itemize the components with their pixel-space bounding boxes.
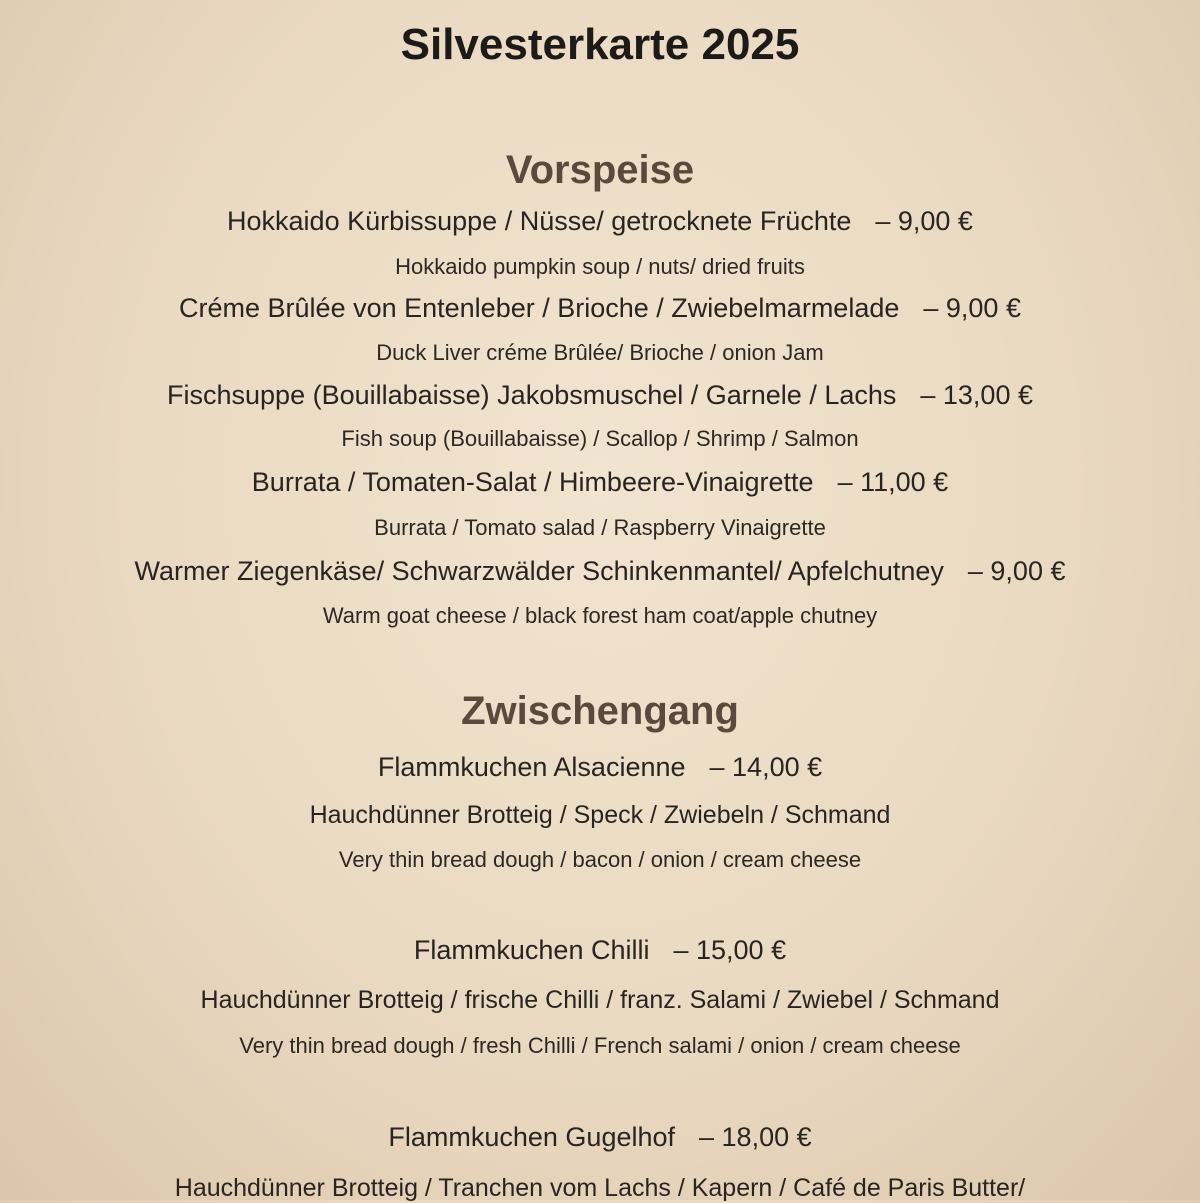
dish-name: Warmer Ziegenkäse/ Schwarzwälder Schinkenmantel/ Apfelchutney	[134, 556, 944, 586]
dish-translation: Fish soup (Bouillabaisse) / Scallop / Shrimp / Salmon	[341, 426, 859, 451]
dish-price: – 14,00 €	[709, 752, 823, 782]
dish-translation: Warm goat cheese / black forest ham coat/apple chutney	[322, 603, 878, 628]
dish-name: Flammkuchen Gugelhof	[388, 1122, 676, 1152]
dish-description: Hauchdünner Brotteig / Tranchen vom Lachs / Kapern / Café de Paris Butter/	[174, 1174, 1026, 1202]
dish-name: Flammkuchen Chilli	[413, 935, 650, 965]
dish-name: Hokkaido Kürbissuppe / Nüsse/ getrocknete Früchte	[227, 206, 852, 236]
dish-line	[0, 752, 1200, 783]
dish-price: – 15,00 €	[673, 935, 787, 965]
dish-line	[0, 293, 1200, 324]
dish-line	[0, 206, 1200, 237]
dish-price: – 9,00 €	[967, 556, 1066, 586]
dish-price: – 9,00 €	[875, 206, 973, 236]
dish-name: Fischsuppe (Bouillabaisse) Jakobsmuschel / Garnele / Lachs	[167, 380, 897, 410]
dish-name: Flammkuchen Alsacienne	[377, 752, 686, 782]
dish-line	[0, 935, 1200, 966]
dish-translation: Burrata / Tomato salad / Raspberry Vinaigrette	[374, 515, 826, 540]
dish-price: – 11,00 €	[837, 467, 949, 497]
dish-description: Hauchdünner Brotteig / frische Chilli / franz. Salami / Zwiebel / Schmand	[200, 986, 1000, 1014]
dish-translation: Very thin bread dough / bacon / onion / cream cheese	[338, 847, 862, 872]
dish-price: – 9,00 €	[923, 293, 1021, 323]
dish-translation: Hokkaido pumpkin soup / nuts/ dried fruits	[395, 254, 805, 279]
dish-price: – 13,00 €	[920, 380, 1033, 410]
dish-name: Créme Brûlée von Entenleber / Brioche / Zwiebelmarmelade	[179, 293, 900, 323]
section-heading-vorspeise: Vorspeise	[505, 148, 695, 192]
dish-line	[0, 1122, 1200, 1153]
dish-description: Hauchdünner Brotteig / Speck / Zwiebeln / Schmand	[309, 801, 891, 829]
dish-line	[0, 467, 1200, 498]
dish-line	[0, 380, 1200, 411]
menu-title: Silvesterkarte 2025	[400, 20, 800, 69]
dish-translation: Very thin bread dough / fresh Chilli / French salami / onion / cream cheese	[239, 1033, 961, 1058]
dish-name: Burrata / Tomaten-Salat / Himbeere-Vinaigrette	[251, 467, 814, 497]
dish-price: – 18,00 €	[699, 1122, 812, 1152]
dish-translation: Duck Liver créme Brûlée/ Brioche / onion Jam	[376, 340, 824, 365]
dish-line	[0, 556, 1200, 587]
section-heading-zwischengang: Zwischengang	[461, 689, 739, 733]
